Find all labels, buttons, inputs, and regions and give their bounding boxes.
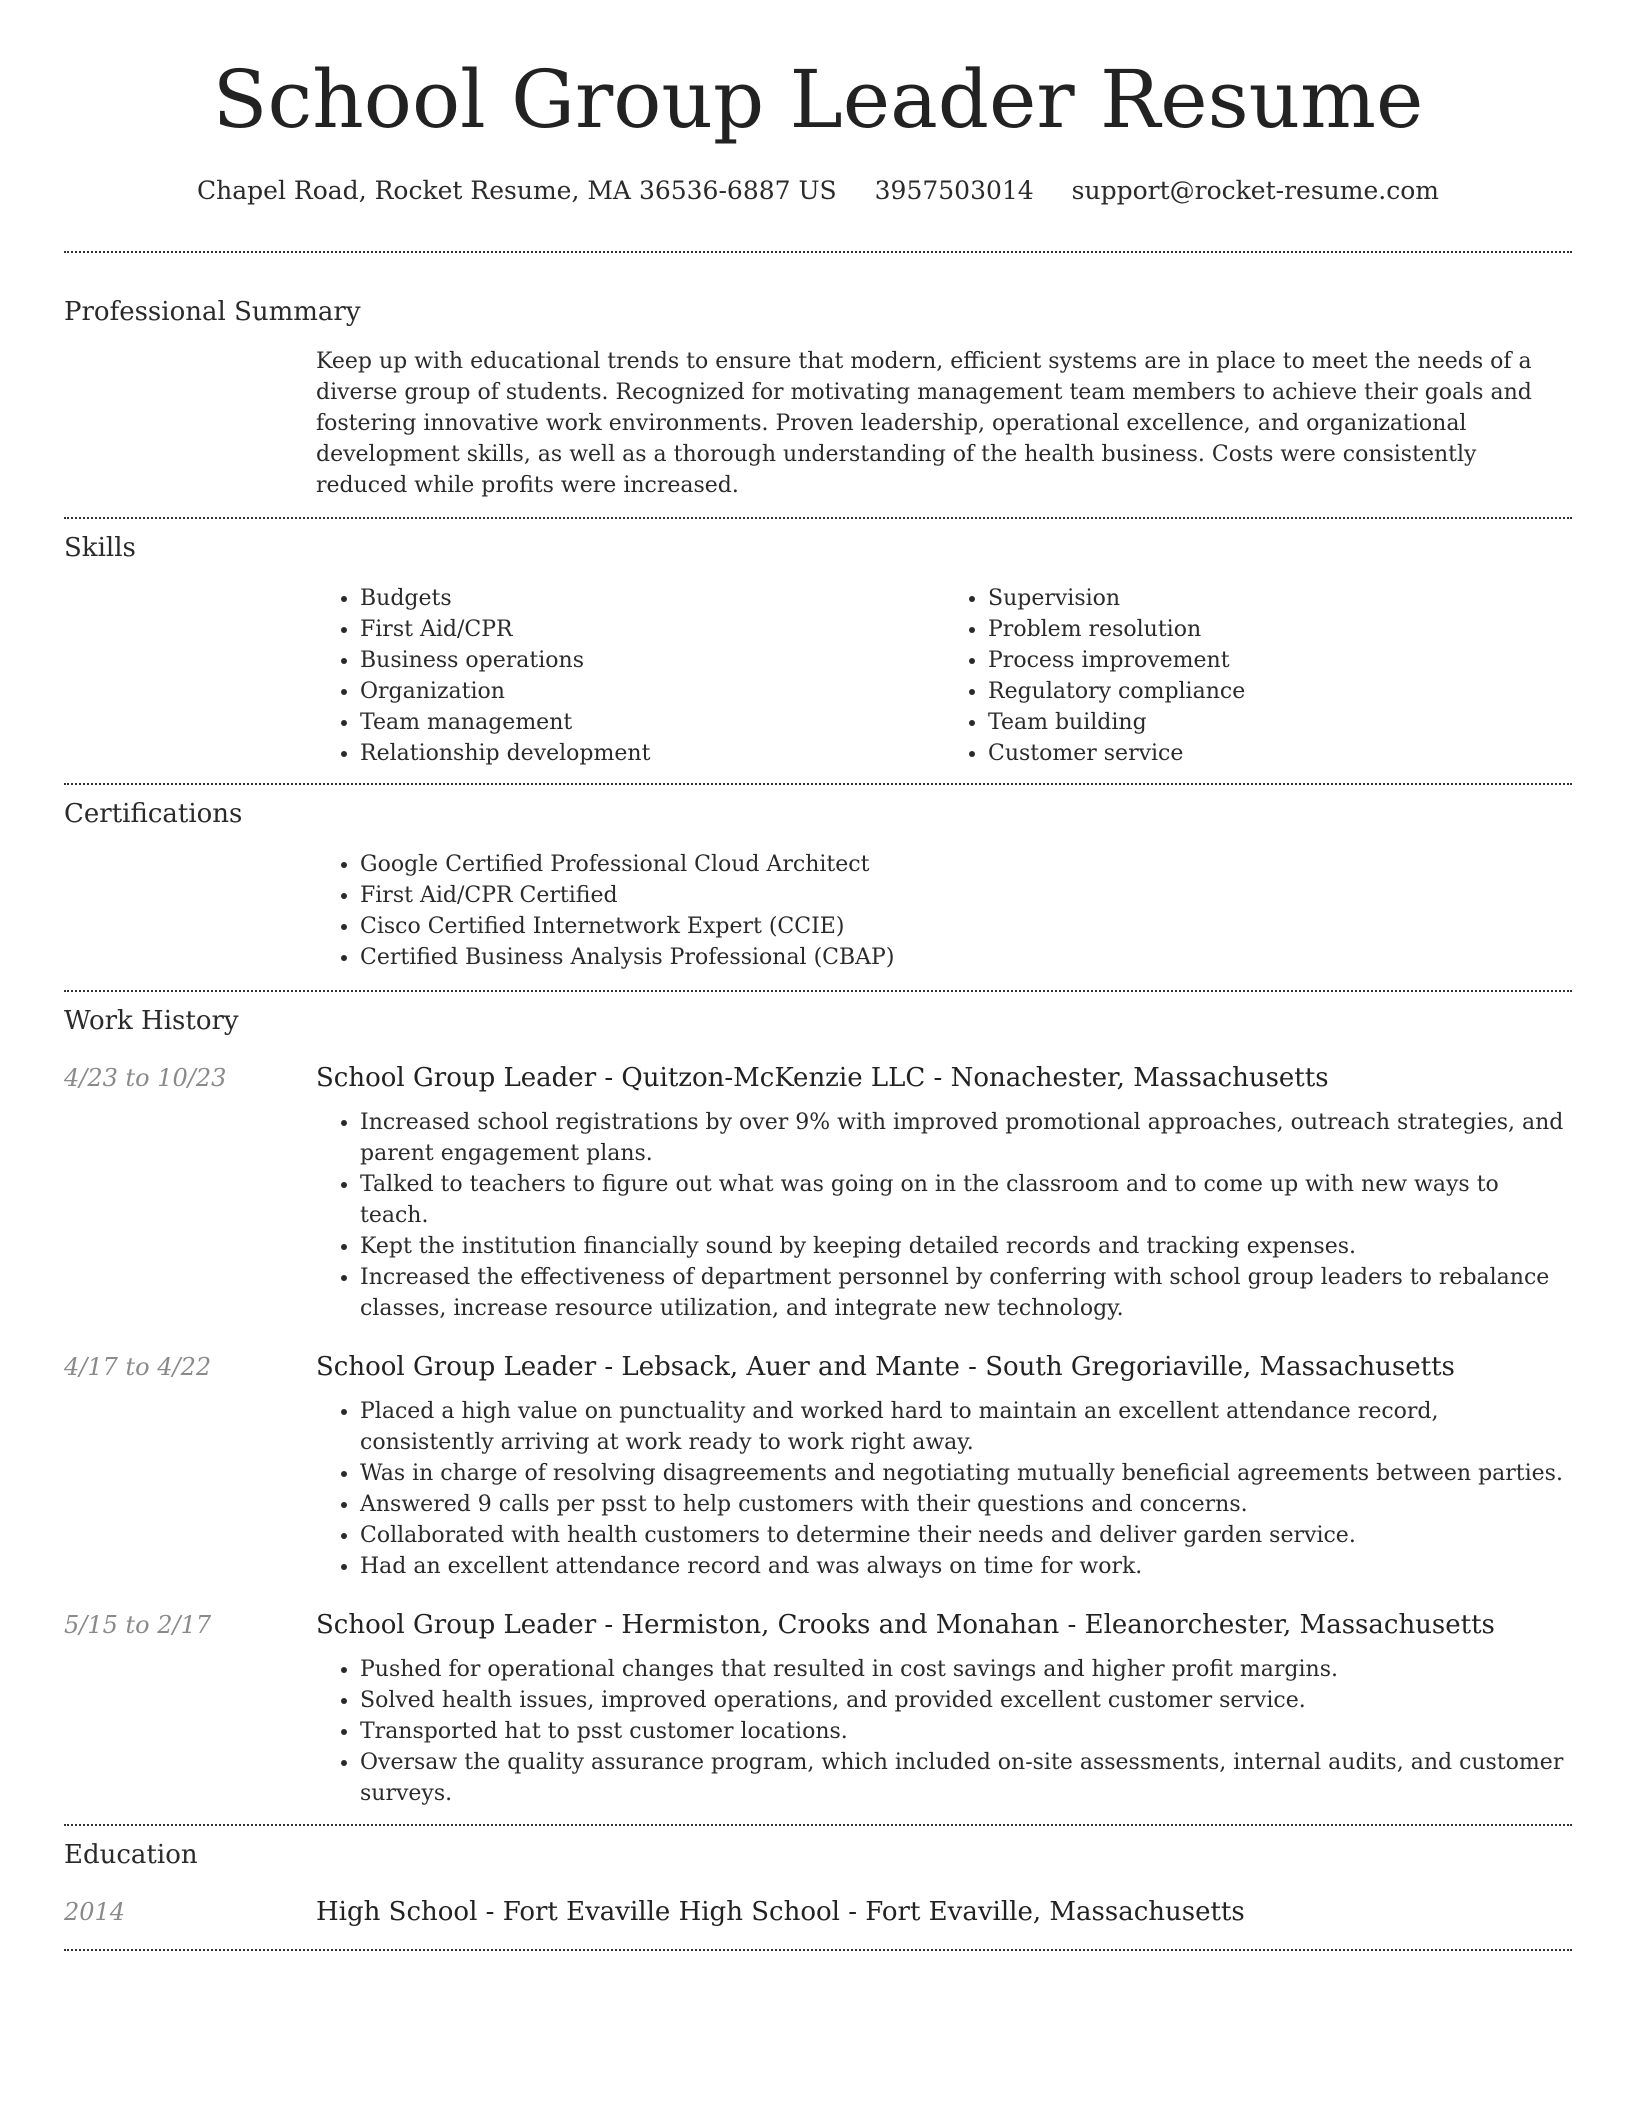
skills-list [316, 583, 1572, 769]
job-bullet: • Placed a high value on punctuality and worked hard to maintain an excellent attendance record, consistently arriving at work ready to work right away. [360, 1396, 1572, 1458]
contact-address: Chapel Road, Rocket Resume, MA 36536-6887 US [197, 176, 837, 205]
skill-item: • Customer service [988, 738, 1572, 769]
skill-item: • First Aid/CPR [360, 614, 944, 645]
job-bullet: • Kept the institution financially sound by keeping detailed records and tracking expenses. [360, 1231, 1572, 1262]
skill-item: • Budgets [360, 583, 944, 614]
job-bullet: • Was in charge of resolving disagreements and negotiating mutually beneficial agreements between parties. [360, 1458, 1572, 1489]
certification-item: • Certified Business Analysis Professional (CBAP) [360, 942, 1572, 973]
summary-text: Keep up with educational trends to ensure that modern, efficient systems are in place to meet the needs of a diverse group of students. Recognized for motivating management team members to achieve their goals and fostering innovative work environments. Proven leadership, operational excellence, and organizational development skills, as well as a thorough understanding of the health business. Costs were consistently reduced while profits were increased. [316, 349, 1532, 498]
job-bullet: • Solved health issues, improved operations, and provided excellent customer service. [360, 1685, 1572, 1716]
divider [64, 517, 1572, 519]
skill-item: • Team building [988, 707, 1572, 738]
education-heading: High School - Fort Evaville High School - Fort Evaville, Massachusetts [316, 1897, 1245, 1927]
section-title-skills: Skills [64, 533, 136, 563]
divider [64, 251, 1572, 253]
job-bullet: • Answered 9 calls per psst to help customers with their questions and concerns. [360, 1489, 1572, 1520]
job-bullets [316, 1107, 1572, 1324]
skills-column-right [944, 583, 1572, 769]
section-title-work-history: Work History [64, 1006, 239, 1036]
job-bullet: • Pushed for operational changes that resulted in cost savings and higher profit margins. [360, 1654, 1572, 1685]
section-title-certifications: Certifications [64, 799, 243, 829]
skill-item: • Relationship development [360, 738, 944, 769]
resume-title: School Group Leader Resume [212, 53, 1424, 146]
section-title-summary: Professional Summary [64, 297, 361, 327]
certification-item: • Google Certified Professional Cloud Architect [360, 849, 1572, 880]
job-entry [64, 1350, 1572, 1582]
job-bullets [316, 1396, 1572, 1582]
contact-phone: 3957503014 [874, 176, 1034, 205]
job-bullet: • Transported hat to psst customer locations. [360, 1716, 1572, 1747]
skill-item: • Problem resolution [988, 614, 1572, 645]
job-heading: School Group Leader - Hermiston, Crooks and Monahan - Eleanorchester, Massachusetts [316, 1610, 1495, 1640]
skill-item: • Supervision [988, 583, 1572, 614]
job-dates: 5/15 to 2/17 [64, 1611, 212, 1639]
job-heading: School Group Leader - Lebsack, Auer and Mante - South Gregoriaville, Massachusetts [316, 1352, 1455, 1382]
skills-column-left [316, 583, 944, 769]
divider [64, 1949, 1572, 1951]
job-bullet: • Talked to teachers to figure out what was going on in the classroom and to come up with new ways to teach. [360, 1169, 1572, 1231]
job-dates: 4/23 to 10/23 [64, 1064, 227, 1092]
certification-item: • Cisco Certified Internetwork Expert (CCIE) [360, 911, 1572, 942]
resume-page [64, 0, 1572, 1951]
contact-email: support@rocket-resume.com [1071, 176, 1439, 205]
job-bullets [316, 1654, 1572, 1809]
job-bullet: • Collaborated with health customers to determine their needs and deliver garden service. [360, 1520, 1572, 1551]
section-title-education: Education [64, 1840, 198, 1870]
job-bullet: • Increased school registrations by over 9% with improved promotional approaches, outreach strategies, and parent engagement plans. [360, 1107, 1572, 1169]
job-bullet: • Had an excellent attendance record and was always on time for work. [360, 1551, 1572, 1582]
contact-line [64, 174, 1572, 208]
skill-item: • Business operations [360, 645, 944, 676]
education-year: 2014 [64, 1898, 126, 1926]
job-dates: 4/17 to 4/22 [64, 1353, 212, 1381]
certification-item: • First Aid/CPR Certified [360, 880, 1572, 911]
job-entry [64, 1608, 1572, 1809]
job-bullet: • Increased the effectiveness of department personnel by conferring with school group leaders to rebalance classes, increase resource utilization, and integrate new technology. [360, 1262, 1572, 1324]
divider [64, 990, 1572, 992]
divider [64, 1824, 1572, 1826]
skill-item: • Regulatory compliance [988, 676, 1572, 707]
education-entry [64, 1895, 1572, 1929]
skill-item: • Organization [360, 676, 944, 707]
divider [64, 783, 1572, 785]
job-entry [64, 1061, 1572, 1324]
certifications-list [316, 849, 1572, 973]
skill-item: • Team management [360, 707, 944, 738]
job-bullet: • Oversaw the quality assurance program, which included on-site assessments, internal audits, and customer surveys. [360, 1747, 1572, 1809]
job-heading: School Group Leader - Quitzon-McKenzie LLC - Nonachester, Massachusetts [316, 1063, 1329, 1093]
skill-item: • Process improvement [988, 645, 1572, 676]
